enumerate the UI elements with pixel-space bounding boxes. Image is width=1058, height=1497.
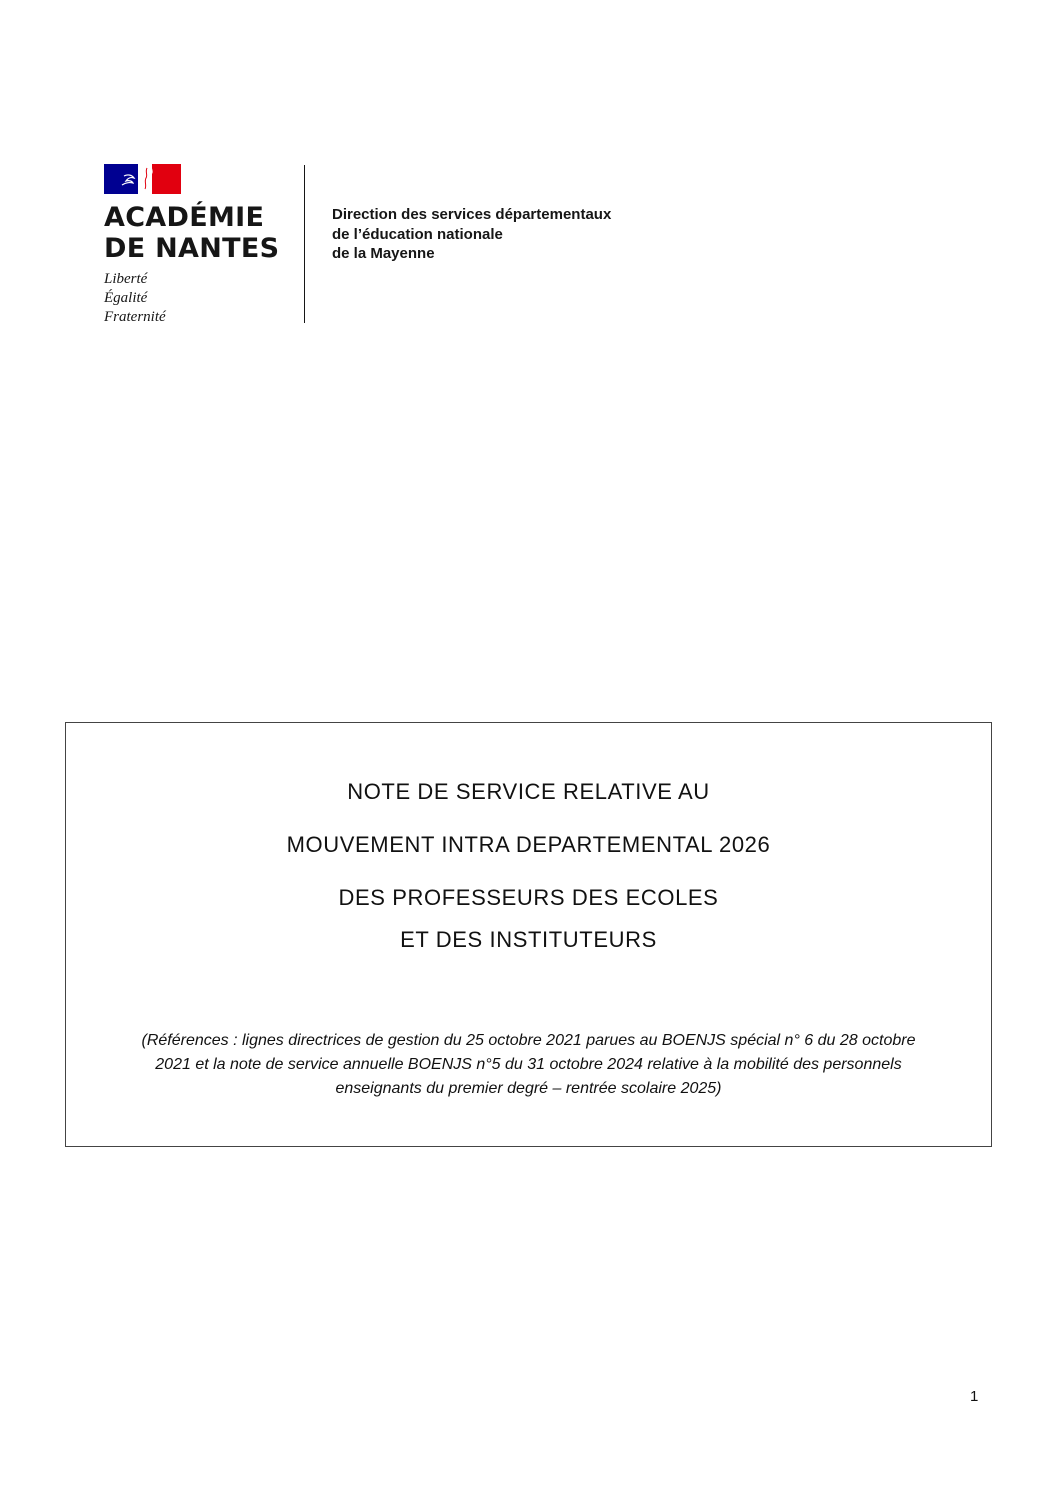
flag-red-band — [152, 164, 181, 194]
institution-name-line1: ACADÉMIE — [104, 202, 265, 233]
motto-liberte: Liberté — [104, 271, 148, 287]
document-title-line: NOTE DE SERVICE RELATIVE AU — [347, 779, 710, 804]
document-title-line: DES PROFESSEURS DES ECOLES — [338, 885, 719, 910]
republic-motto — [104, 270, 166, 327]
references-note — [80, 1029, 977, 1101]
flag-blue-band — [104, 164, 138, 194]
marianne-flag-icon — [104, 164, 181, 194]
republic-logo — [104, 164, 294, 324]
references-line: (Références : lignes directrices de gestion du 25 octobre 2021 parues au BOENJS spécial n° 6 du 28 octobre — [141, 1032, 916, 1049]
references-line: enseignants du premier degré – rentrée scolaire 2025) — [335, 1080, 722, 1097]
logo-divider — [304, 165, 305, 323]
direction-line: de la Mayenne — [332, 245, 435, 262]
motto-fraternite: Fraternité — [104, 309, 166, 325]
direction-name — [332, 205, 611, 264]
motto-egalite: Égalité — [104, 290, 148, 306]
direction-line: Direction des services départementaux — [332, 206, 612, 223]
document-title-line: MOUVEMENT INTRA DEPARTEMENTAL 2026 — [286, 832, 771, 857]
institution-name-line2: DE NANTES — [104, 233, 280, 264]
title-box — [65, 722, 992, 1147]
references-line: 2021 et la note de service annuelle BOENJS n°5 du 31 octobre 2024 relative à la mobilité des personnels — [155, 1056, 902, 1073]
document-title-line: ET DES INSTITUTEURS — [400, 927, 657, 952]
direction-line: de l’éducation nationale — [332, 225, 503, 243]
institution-name — [104, 202, 279, 264]
page-number: 1 — [970, 1388, 979, 1405]
